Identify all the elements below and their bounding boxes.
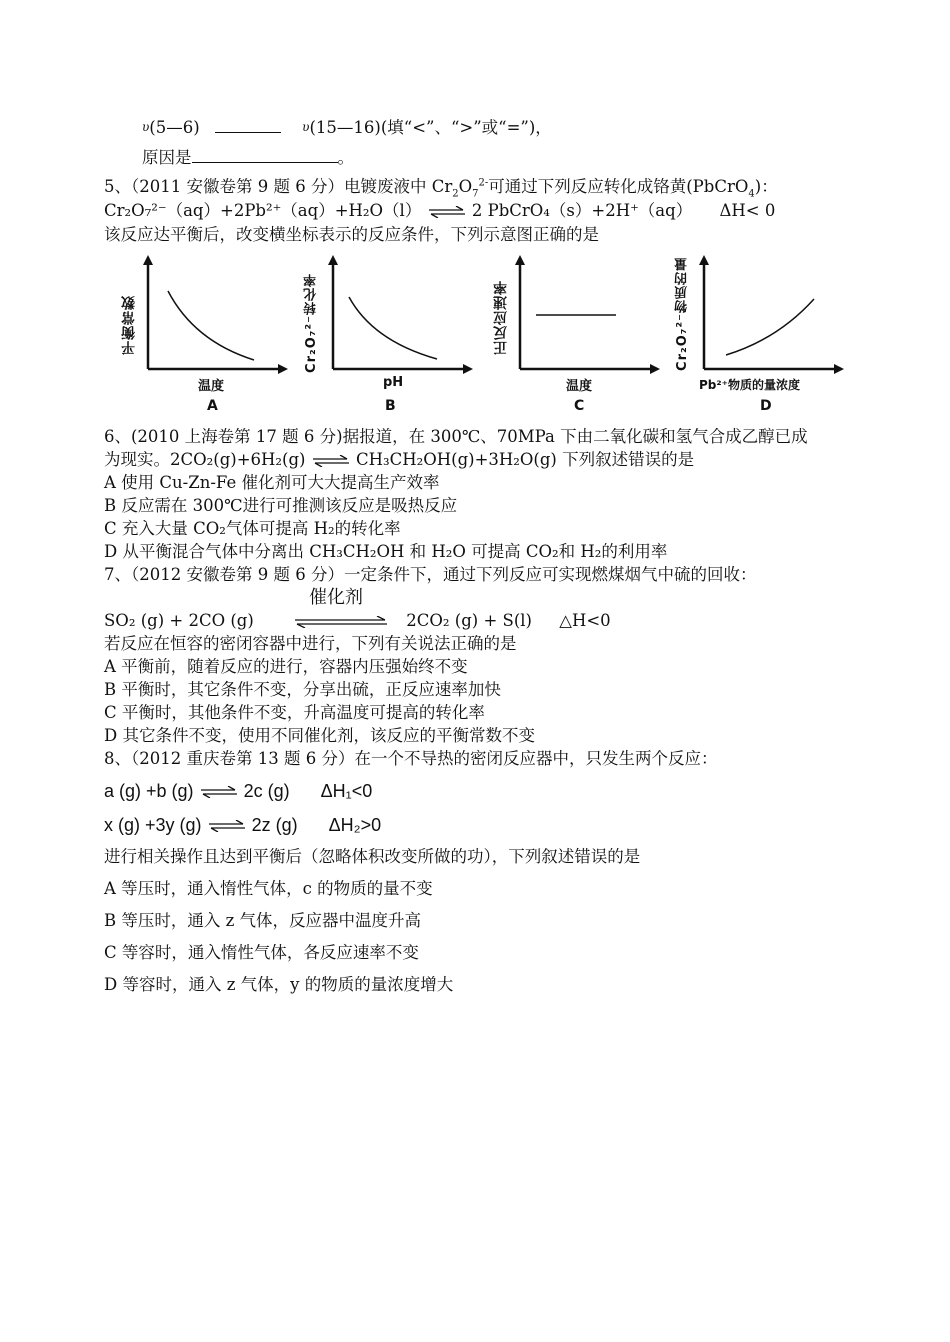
equilibrium-arrow-icon [311, 455, 351, 467]
chart-C [484, 255, 664, 420]
q8-option-d: D 等容时，通入 z 气体，y 的物质的量浓度增大 [104, 975, 454, 994]
q6-eq-right: CH₃CH₂OH(g)+3H₂O(g) 下列叙述错误的是 [355, 450, 695, 469]
equilibrium-arrow-icon [199, 786, 239, 798]
chart-B-curve [349, 297, 437, 359]
q8-r1-dh: ΔH₁<0 [320, 781, 373, 801]
chart-D-xlabel: Pb²⁺物质的量浓度 [699, 378, 800, 392]
answer-blank-1[interactable] [215, 116, 281, 133]
q5-sub2: 7 [472, 188, 479, 200]
q8-option-c: C 等容时，通入惰性气体，各反应速率不变 [104, 943, 419, 962]
q5-equation [104, 200, 775, 222]
q8-r1-right: 2c (g) [243, 781, 290, 801]
chart-A-curve [168, 291, 254, 360]
q7-option-b: B 平衡时，其它条件不变，分享出硫，正反应速率加快 [104, 680, 501, 699]
chart-B-letter: B [385, 398, 396, 414]
q6-option-c: C 充入大量 CO₂气体可提高 H₂的转化率 [104, 519, 401, 538]
q6-option-a: A 使用 Cu-Zn-Fe 催化剂可大大提高生产效率 [104, 473, 440, 492]
q8-r2-right: 2z (g) [251, 815, 298, 835]
q4-reason-line [142, 146, 354, 169]
chart-D [668, 255, 852, 420]
q6-line1: 6、(2010 上海卷第 17 题 6 分)据报道，在 300℃、70MPa 下由二氧化碳和氢气合成乙醇已成 [104, 427, 808, 446]
q7-option-d: D 其它条件不变，使用不同催化剂，该反应的平衡常数不变 [104, 726, 535, 745]
q4-comparison-line [142, 116, 552, 139]
equilibrium-arrow-icon [293, 616, 389, 628]
q8-prompt: 进行相关操作且达到平衡后（忽略体积改变所做的功），下列叙述错误的是 [104, 847, 641, 866]
chart-D-letter: D [760, 398, 772, 414]
q8-r1-left: a (g) +b (g) [104, 781, 194, 801]
q5-eq-left: Cr₂O₇²⁻（aq）+2Pb²⁺（aq）+H₂O（l） [104, 201, 422, 220]
v-symbol-left: υ [142, 120, 150, 134]
q8-option-b: B 等压时，通入 z 气体，反应器中温度升高 [104, 911, 422, 930]
q6-line2 [104, 449, 694, 471]
q8-reaction-2 [104, 814, 381, 836]
q5-eq-dh: ΔH< 0 [719, 201, 776, 220]
right-interval: (15—16)(填“<”、“>”或“=”)， [309, 118, 552, 137]
q5-sup: 2- [478, 177, 489, 189]
q8-reaction-1 [104, 780, 372, 802]
chart-B [297, 255, 477, 420]
q8-r2-dh: ΔH₂>0 [328, 815, 382, 835]
q6-option-d: D 从平衡混合气体中分离出 CH₃CH₂OH 和 H₂O 可提高 CO₂和 H₂的利用率 [104, 542, 668, 561]
q6-eq-left: 为现实。2CO₂(g)+6H₂(g) [104, 450, 306, 469]
q8-option-a: A 等压时，通入惰性气体，c 的物质的量不变 [104, 879, 433, 898]
q7-option-a: A 平衡前，随着反应的进行，容器内压强始终不变 [104, 657, 468, 676]
reason-label: 原因是 [142, 148, 192, 167]
chart-C-letter: C [574, 398, 585, 414]
q7-eq-left: SO₂ (g) + 2CO (g) [104, 611, 254, 630]
q5-tail: 可通过下列反应转化成铬黄(PbCrO [488, 177, 749, 196]
q7-equation [104, 610, 611, 632]
q5-o: O [458, 177, 473, 196]
q7-prompt: 若反应在恒容的密闭容器中进行，下列有关说法正确的是 [104, 634, 517, 653]
q7-option-c: C 平衡时，其他条件不变，升高温度可提高的转化率 [104, 703, 485, 722]
chart-B-ylabel: Cr₂O₇²⁻转化率 [304, 273, 319, 373]
equilibrium-arrow-icon [207, 820, 247, 832]
reason-end: 。 [337, 148, 354, 167]
chart-A [112, 255, 292, 420]
q7-catalyst: 催化剂 [309, 587, 363, 607]
answer-blank-2[interactable] [192, 146, 338, 163]
q5-end: )： [754, 177, 778, 196]
equilibrium-arrow-icon [427, 206, 467, 218]
q5-sub: 2 [452, 188, 459, 200]
chart-B-xlabel: pH [383, 375, 404, 390]
q8-r2-left: x (g) +3y (g) [104, 815, 202, 835]
chart-A-ylabel: 平衡常数 [121, 295, 137, 355]
chart-C-ylabel: 正反应速率 [493, 280, 509, 355]
v-symbol-right: υ [302, 120, 310, 134]
chart-A-xlabel: 温度 [198, 379, 225, 394]
q5-charts [112, 255, 852, 420]
q6-option-b: B 反应需在 300℃进行可推测该反应是吸热反应 [104, 496, 458, 515]
q7-line1: 7、（2012 安徽卷第 9 题 6 分）一定条件下，通过下列反应可实现燃煤烟气中硫的回收： [104, 565, 757, 584]
q7-eq-right: 2CO₂ (g) + S(l) [406, 611, 532, 630]
q5-sub3: 4 [748, 188, 755, 200]
q5-eq-right: 2 PbCrO₄（s）+2H⁺（aq） [471, 201, 693, 220]
q5-stem [104, 176, 778, 198]
chart-A-letter: A [207, 398, 218, 414]
q5-head: 5、（2011 安徽卷第 9 题 6 分）电镀废液中 Cr [104, 177, 453, 196]
q7-eq-dh: △H<0 [559, 611, 611, 630]
chart-D-curve [726, 299, 814, 355]
chart-D-ylabel: Cr₂O₇²⁻物质的量 [675, 257, 690, 371]
chart-C-xlabel: 温度 [566, 379, 593, 394]
left-interval: (5—6) [149, 118, 200, 137]
q5-prompt: 该反应达平衡后，改变横坐标表示的反应条件，下列示意图正确的是 [104, 225, 599, 244]
q8-line1: 8、（2012 重庆卷第 13 题 6 分）在一个不导热的密闭反应器中，只发生两个反应： [104, 749, 718, 768]
